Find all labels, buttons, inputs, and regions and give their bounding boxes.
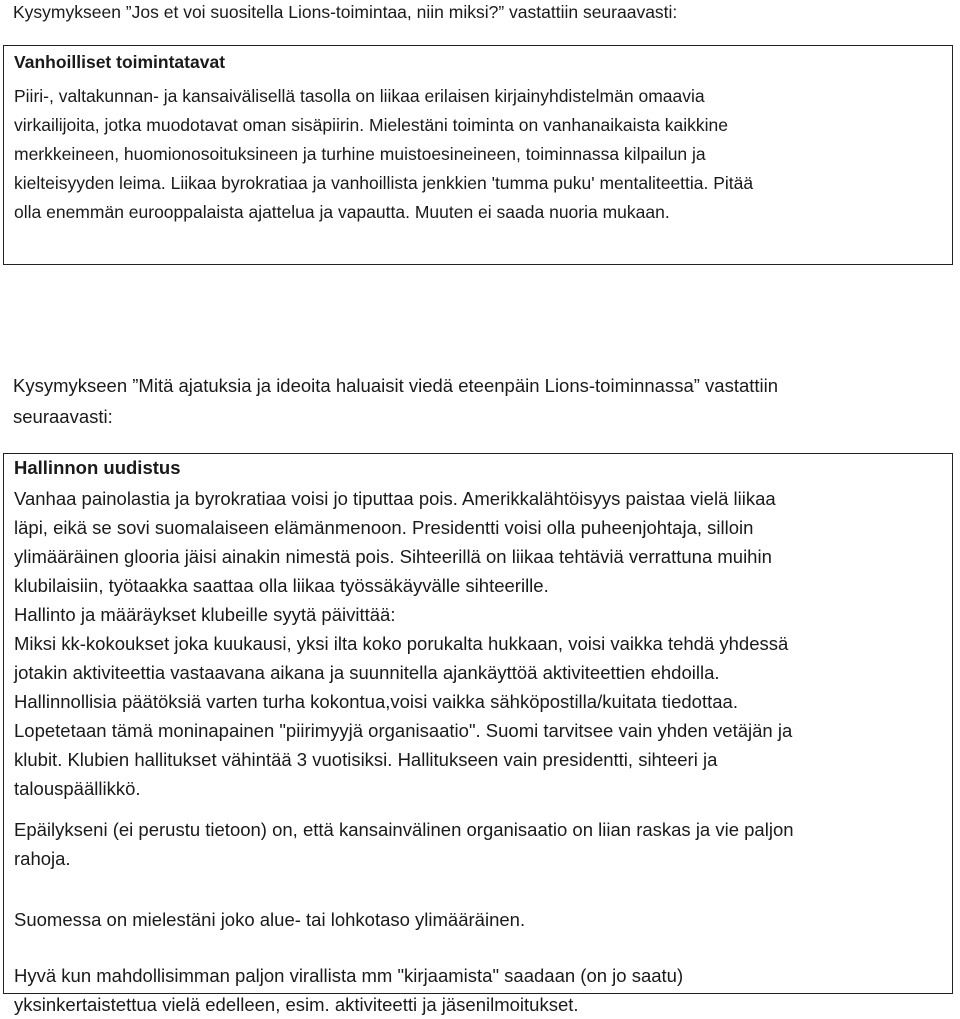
answer-1-body	[14, 82, 939, 227]
answer-2-title: Hallinnon uudistus	[14, 457, 181, 478]
paragraph-line: Hyvä kun mahdollisimman paljon virallista mm "kirjaamista" saadaan (on jo saatu)	[14, 965, 684, 986]
question-2-intro	[13, 370, 948, 432]
answer-2-paragraph-5	[14, 961, 944, 1019]
paragraph-line: Lopetetaan tämä moninapainen "piirimyyjä organisaatio". Suomi tarvitsee vain yhden vetäjän ja	[14, 720, 793, 741]
paragraph-line: yksinkertaistettua vielä edelleen, esim. aktiviteetti ja jäsenilmoitukset.	[14, 994, 579, 1015]
answer-1-line: Piiri-, valtakunnan- ja kansaivälisellä tasolla on liikaa erilaisen kirjainyhdistelmän omaavia	[14, 86, 705, 106]
paragraph-line: Vanhaa painolastia ja byrokratiaa voisi jo tiputtaa pois. Amerikkalähtöisyys paistaa vielä liikaa	[14, 488, 776, 509]
answer-1-line: olla enemmän eurooppalaista ajattelua ja vapautta. Muuten ei saada nuoria mukaan.	[14, 202, 670, 222]
question-2-intro-line: seuraavasti:	[13, 406, 113, 427]
answer-box-1	[3, 45, 953, 265]
answer-1-line: kielteisyyden leima. Liikaa byrokratiaa ja vanhoillista jenkkien 'tumma puku' mentaliteettia. Pitää	[14, 173, 754, 193]
paragraph-line: Suomessa on mielestäni joko alue- tai lohkotaso ylimääräinen.	[14, 909, 526, 930]
answer-box-2	[3, 453, 953, 1015]
question-1-intro: Kysymykseen ”Jos et voi suositella Lions-toimintaa, niin miksi?” vastattiin seuraavasti:	[13, 2, 678, 22]
answer-2-paragraph-4	[14, 905, 944, 934]
question-2-intro-line: Kysymykseen ”Mitä ajatuksia ja ideoita haluaisit viedä eteenpäin Lions-toiminnassa” vastattiin	[13, 375, 779, 396]
answer-1-title: Vanhoilliset toimintatavat	[14, 52, 226, 72]
answer-2-paragraph-1	[14, 484, 944, 716]
paragraph-line: Hallinto ja määräykset klubeille syytä päivittää:	[14, 604, 396, 625]
paragraph-line: ylimääräinen glooria jäisi ainakin nimestä pois. Sihteerillä on liikaa tehtäviä verrattuna muihin	[14, 546, 772, 567]
paragraph-line: läpi, eikä se sovi suomalaiseen elämänmenoon. Presidentti voisi olla puheenjohtaja, silloin	[14, 517, 754, 538]
paragraph-line: jotakin aktiviteettia vastaavana aikana ja suunnitella ajankäyttöä aktiviteettien ehdoilla.	[14, 662, 720, 683]
paragraph-line: Epäilykseni (ei perustu tietoon) on, että kansainvälinen organisaatio on liian raskas ja vie paljon	[14, 819, 794, 840]
answer-1-line: virkailijoita, jotka muodotavat oman sisäpiirin. Mielestäni toiminta on vanhanaikaista kaikkine	[14, 115, 728, 135]
paragraph-line: Hallinnollisia päätöksiä varten turha kokontua,voisi vaikka sähköpostilla/kuitata tiedottaa.	[14, 691, 738, 712]
paragraph-line: klubit. Klubien hallitukset vähintää 3 vuotisiksi. Hallitukseen vain presidentti, sihteeri ja	[14, 749, 718, 770]
answer-2-paragraph-2	[14, 716, 944, 803]
answer-2-paragraph-3	[14, 815, 944, 873]
paragraph-line: Miksi kk-kokoukset joka kuukausi, yksi ilta koko porukalta hukkaan, voisi vaikka tehdä yhdessä	[14, 633, 789, 654]
answer-1-line: merkkeineen, huomionosoituksineen ja turhine muistoesineineen, toiminnassa kilpailun ja	[14, 144, 706, 164]
paragraph-line: klubilaisiin, työtaakka saattaa olla liikaa työssäkäyvälle sihteerille.	[14, 575, 549, 596]
paragraph-line: talouspäällikkö.	[14, 778, 141, 799]
paragraph-line: rahoja.	[14, 848, 71, 869]
